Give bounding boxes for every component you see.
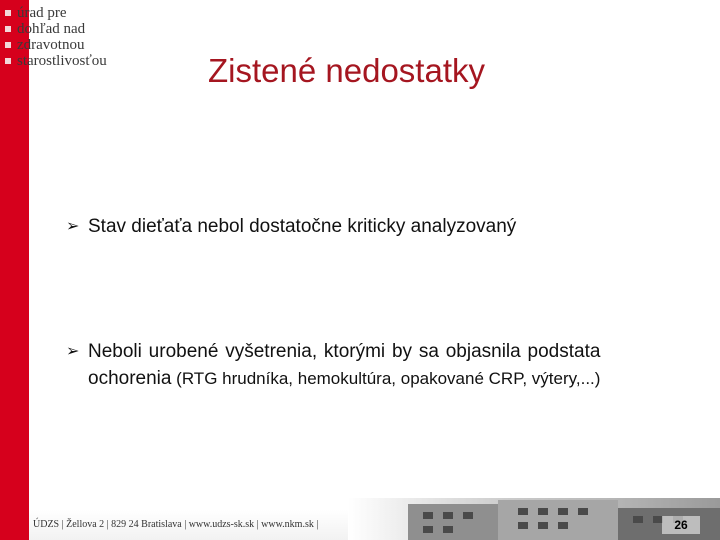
logo-line [5,5,107,21]
logo-text: dohľad nad [17,21,86,37]
bullet-item [66,213,686,240]
logo-text: zdravotnou [17,37,85,53]
bullet-line [88,368,600,389]
window-shape [558,522,568,529]
window-shape [538,508,548,515]
logo-bullet-icon [5,26,11,32]
bullet-text [88,338,600,392]
udzs-logo [5,5,107,69]
logo-bullet-icon [5,42,11,48]
window-shape [443,512,453,519]
window-shape [578,508,588,515]
window-shape [443,526,453,533]
window-shape [423,512,433,519]
building-shape [408,504,498,540]
logo-bullet-icon [5,58,11,64]
page-number: 26 [662,516,700,534]
bullet-main-word: ochorenia [88,368,172,389]
logo-line [5,21,107,37]
window-shape [518,522,528,529]
building-shape [498,500,618,540]
arrow-bullet-icon: ➢ [66,218,80,235]
logo-bullet-icon [5,10,11,16]
logo-text: starostlivosťou [17,53,107,69]
window-shape [558,508,568,515]
logo-text: úrad pre [17,5,67,21]
logo-line [5,53,107,69]
window-shape [518,508,528,515]
bullet-item [66,338,676,392]
bullet-text: Stav dieťaťa nebol dostatočne kriticky analyzovaný [88,216,517,237]
footer-contact: ÚDZS | Žellova 2 | 829 24 Bratislava | www.udzs-sk.sk | www.nkm.sk | [33,519,319,530]
window-shape [463,512,473,519]
bullet-line: Neboli urobené vyšetrenia, ktorými by sa objasnila podstata [88,341,601,362]
window-shape [423,526,433,533]
arrow-bullet-icon: ➢ [66,343,80,360]
window-shape [633,516,643,523]
window-shape [538,522,548,529]
slide-title: Zistené nedostatky [208,52,485,89]
bullet-detail: (RTG hrudníka, hemokultúra, opakované CRP, výtery,...) [171,369,601,388]
left-accent-bar [0,0,29,540]
logo-line [5,37,107,53]
